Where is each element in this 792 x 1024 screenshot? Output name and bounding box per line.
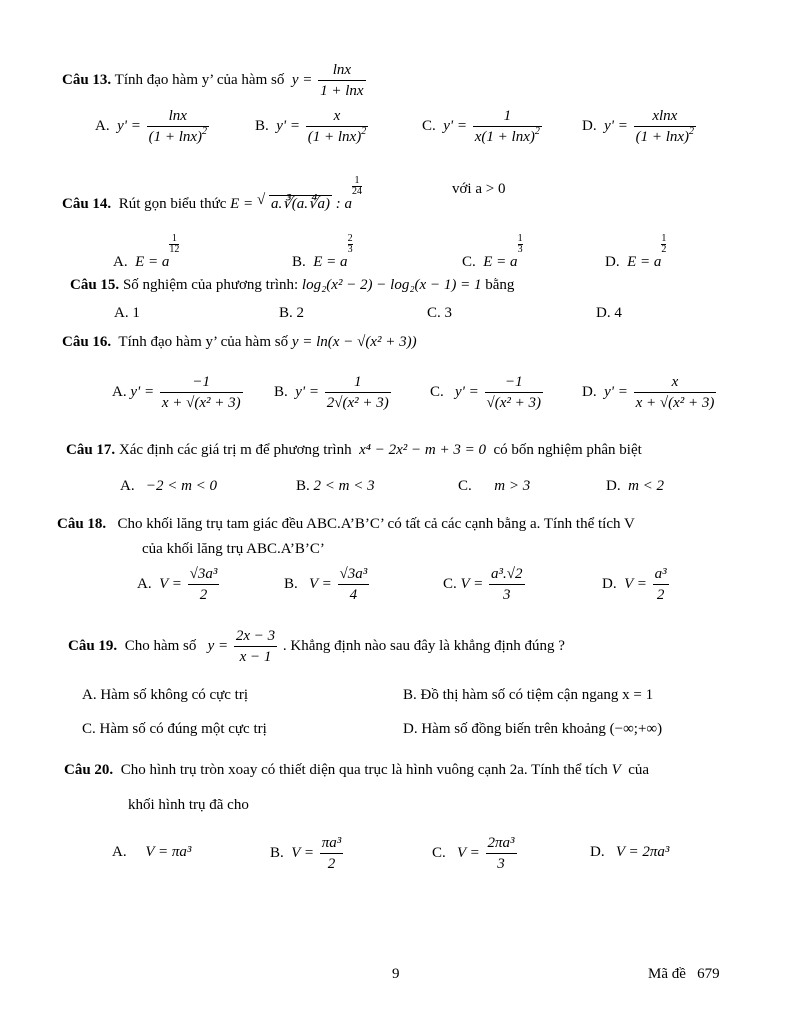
option-exponent: $\frac{1}{12}$ bbox=[169, 233, 180, 255]
question-16-stem bbox=[62, 334, 417, 351]
question-18-stem bbox=[57, 516, 635, 533]
question-label: Câu 13. bbox=[62, 71, 112, 88]
option-letter: C. bbox=[422, 117, 436, 134]
question-text: Rút gọn biểu thức bbox=[118, 196, 227, 212]
option-17-b[interactable] bbox=[296, 478, 375, 495]
option-20-a[interactable] bbox=[112, 844, 191, 861]
option-17-a[interactable] bbox=[120, 478, 217, 495]
option-letter: A. bbox=[112, 383, 127, 400]
option-value: V = 2πa³ bbox=[615, 844, 670, 860]
option-value: 2 < m < 3 bbox=[313, 478, 375, 494]
option-14-c[interactable] bbox=[462, 234, 523, 271]
option-value: E = a bbox=[627, 254, 662, 270]
question-14-condition: với a > 0 bbox=[452, 181, 506, 197]
option-13-b[interactable] bbox=[255, 108, 370, 145]
option-letter: C. bbox=[443, 575, 457, 592]
option-value: V = πa³ bbox=[145, 844, 192, 860]
option-lhs: y' = bbox=[276, 117, 301, 134]
question-label: Câu 14. bbox=[62, 196, 112, 212]
question-text-end: của bbox=[628, 762, 650, 778]
option-value: E = a bbox=[135, 254, 170, 270]
option-lhs: V = bbox=[457, 844, 480, 861]
option-15-b[interactable]: B. 2 bbox=[279, 305, 305, 321]
option-13-d[interactable] bbox=[582, 108, 698, 145]
option-20-b[interactable] bbox=[270, 835, 345, 872]
option-letter: A. bbox=[95, 117, 110, 134]
option-fraction: $\frac{\text{√3a³}}{2}$ bbox=[189, 566, 218, 603]
question-18-text-line2: của khối lăng trụ ABC.A’B’C’ bbox=[142, 541, 325, 557]
option-letter: B. bbox=[270, 844, 284, 861]
option-letter: D. bbox=[602, 575, 617, 592]
option-lhs: y' = bbox=[443, 117, 468, 134]
option-19-d[interactable] bbox=[403, 721, 662, 738]
question-20-stem bbox=[64, 762, 649, 779]
option-18-d[interactable] bbox=[602, 566, 671, 603]
question-13-stem bbox=[62, 62, 368, 99]
option-letter: B. bbox=[274, 383, 288, 400]
option-lhs: y' = bbox=[604, 117, 628, 134]
option-19-c[interactable]: C. Hàm số có đúng một cực trị bbox=[82, 721, 267, 737]
option-lhs: V = bbox=[291, 844, 315, 861]
question-text: Xác định các giá trị m để phương trình bbox=[118, 442, 352, 458]
page-number: 9 bbox=[392, 966, 400, 982]
option-lhs: y' = bbox=[130, 383, 155, 400]
option-fraction: $\frac{x}{\text{x + √(x² + 3)}}$ bbox=[635, 374, 715, 411]
option-value: E = a bbox=[483, 254, 518, 270]
option-16-a[interactable] bbox=[112, 374, 245, 411]
option-lhs: V = bbox=[624, 575, 647, 592]
option-letter: D. bbox=[605, 254, 620, 270]
option-letter: B. bbox=[292, 254, 306, 270]
option-letter: D. bbox=[606, 478, 621, 494]
option-letter: C. bbox=[430, 383, 444, 400]
option-letter: A. bbox=[113, 254, 128, 270]
question-20-text-line2: khối hình trụ đã cho bbox=[128, 797, 249, 813]
option-13-c[interactable] bbox=[422, 108, 544, 145]
option-fraction: $\frac{\text{a³.√2}}{3}$ bbox=[491, 566, 523, 603]
option-letter: C. bbox=[462, 254, 476, 270]
option-14-b[interactable] bbox=[292, 234, 353, 271]
expression-exponent: $\frac{1}{24}$ bbox=[352, 175, 363, 197]
question-text: Tính đạo hàm y’ của hàm số bbox=[118, 334, 289, 350]
option-fraction: $\frac{xlnx}{(1 + \ln x)^2}$ bbox=[635, 108, 695, 145]
question-suffix: . Khẳng định nào sau đây là khẳng định đúng ? bbox=[282, 637, 565, 654]
expression-radical: √ a.∛(a.∜a) bbox=[257, 194, 332, 213]
function-lhs: y = bbox=[207, 637, 229, 654]
option-fraction: $\frac{\text{√3a³}}{4}$ bbox=[339, 566, 368, 603]
option-20-d[interactable] bbox=[590, 844, 669, 861]
option-letter: C. bbox=[458, 478, 472, 494]
question-15-stem bbox=[70, 277, 514, 294]
question-label: Câu 18. bbox=[57, 516, 107, 532]
option-15-c[interactable]: C. 3 bbox=[427, 305, 453, 321]
option-lhs: y' = bbox=[455, 383, 479, 400]
option-fraction: $\frac{1}{\text{2√(x² + 3)}}$ bbox=[326, 374, 389, 411]
question-suffix: bằng bbox=[485, 277, 515, 293]
option-letter: D. bbox=[590, 844, 605, 860]
option-fraction: $\frac{-1}{\text{√(x² + 3)}}$ bbox=[486, 374, 542, 411]
question-label: Câu 17. bbox=[66, 442, 116, 458]
option-19-a[interactable]: A. Hàm số không có cực trị bbox=[82, 687, 249, 703]
option-18-b[interactable] bbox=[284, 566, 371, 603]
question-text: Cho hình trụ tròn xoay có thiết diện qua trục là hình vuông cạnh 2a. Tính thể tích bbox=[120, 762, 608, 778]
option-letter: C. bbox=[432, 844, 446, 861]
option-letter: D. bbox=[582, 117, 597, 134]
option-letter: D. bbox=[582, 383, 597, 400]
option-16-b[interactable] bbox=[274, 374, 393, 411]
function-expression: y = ln(x − √(x² + 3)) bbox=[291, 334, 417, 350]
option-19-b[interactable]: B. Đồ thị hàm số có tiệm cận ngang x = 1 bbox=[403, 687, 654, 703]
option-fraction: $\frac{1}{x(1 + \ln x)^2}$ bbox=[474, 108, 540, 145]
question-label: Câu 19. bbox=[68, 637, 118, 654]
option-17-d[interactable] bbox=[606, 478, 664, 495]
option-value: m < 2 bbox=[628, 478, 665, 494]
option-fraction: $\frac{\text{πa³}}{2}$ bbox=[321, 835, 342, 872]
exam-code-label: Mã đề bbox=[648, 966, 686, 982]
question-label: Câu 20. bbox=[64, 762, 114, 778]
option-value: m > 3 bbox=[494, 478, 531, 494]
option-14-d[interactable] bbox=[605, 234, 666, 271]
option-exponent: $\frac{1}{3}$ bbox=[517, 233, 523, 255]
option-15-a[interactable]: A. 1 bbox=[114, 305, 140, 321]
option-exponent: $\frac{1}{2}$ bbox=[661, 233, 667, 255]
option-lhs: y' = bbox=[117, 117, 141, 134]
option-18-c[interactable] bbox=[443, 566, 527, 603]
question-text: Tính đạo hàm y’ của hàm số bbox=[114, 71, 285, 88]
question-text: Cho khối lăng trụ tam giác đều ABC.A’B’C’ có tất cả các cạnh bằng a. Tính thể tích V bbox=[117, 516, 635, 532]
equation-lhs: y = bbox=[291, 71, 313, 88]
option-lhs: y' = bbox=[295, 383, 320, 400]
question-14-stem bbox=[62, 176, 362, 213]
option-letter: B. bbox=[255, 117, 269, 134]
expression-divisor: : a bbox=[335, 196, 353, 212]
option-fraction: $\frac{\text{a³}}{2}$ bbox=[654, 566, 667, 603]
option-fraction: $\frac{\text{2πa³}}{3}$ bbox=[487, 835, 515, 872]
question-variable: V bbox=[611, 762, 621, 778]
question-label: Câu 15. bbox=[70, 277, 120, 293]
question-text: Cho hàm số bbox=[124, 637, 197, 654]
option-18-a[interactable] bbox=[137, 566, 221, 603]
option-fraction: $\frac{x}{(1 + \ln x)^2}$ bbox=[307, 108, 367, 145]
question-19-stem bbox=[68, 628, 565, 665]
option-14-a[interactable] bbox=[113, 234, 179, 271]
option-value: E = a bbox=[313, 254, 348, 270]
option-13-a[interactable] bbox=[95, 108, 211, 145]
expression-lhs: E = bbox=[230, 196, 254, 212]
option-letter: A. bbox=[112, 844, 127, 860]
option-fraction: $\frac{-1}{\text{x + √(x² + 3)}}$ bbox=[161, 374, 241, 411]
option-text: D. Hàm số đồng biến trên khoảng bbox=[403, 721, 606, 737]
option-lhs: V = bbox=[460, 575, 484, 592]
option-15-d[interactable]: D. 4 bbox=[596, 305, 622, 321]
option-letter: B. bbox=[296, 478, 310, 494]
option-interval: (−∞;+∞) bbox=[609, 721, 663, 737]
question-label: Câu 16. bbox=[62, 334, 112, 350]
question-text: Số nghiệm của phương trình: bbox=[122, 277, 299, 293]
option-lhs: y' = bbox=[604, 383, 628, 400]
option-exponent: $\frac{2}{3}$ bbox=[347, 233, 353, 255]
option-17-c[interactable] bbox=[458, 478, 530, 495]
option-lhs: V = bbox=[309, 575, 332, 592]
exam-code bbox=[648, 966, 720, 983]
function-fraction: $\frac{2x - 3}{x - 1}$ bbox=[235, 628, 276, 665]
question-17-stem bbox=[66, 442, 642, 459]
equation: x⁴ − 2x² − m + 3 = 0 bbox=[359, 442, 486, 458]
function-fraction: $\frac{\ln x}{1 + \ln x}$ bbox=[320, 62, 364, 99]
option-lhs: V = bbox=[159, 575, 182, 592]
option-20-c[interactable] bbox=[432, 835, 519, 872]
exam-code-value: 679 bbox=[697, 966, 720, 982]
option-16-d[interactable] bbox=[582, 374, 718, 411]
option-value: −2 < m < 0 bbox=[145, 478, 218, 494]
option-letter: A. bbox=[120, 478, 135, 494]
question-suffix: có bốn nghiệm phân biệt bbox=[493, 442, 642, 458]
option-16-c[interactable] bbox=[430, 374, 545, 411]
option-letter: B. bbox=[284, 575, 298, 592]
option-fraction: $\frac{\ln x}{(1 + \ln x)^2}$ bbox=[148, 108, 208, 145]
option-letter: A. bbox=[137, 575, 152, 592]
equation: log₂(x² − 2) − log₂(x − 1) = 1 bbox=[301, 277, 482, 293]
